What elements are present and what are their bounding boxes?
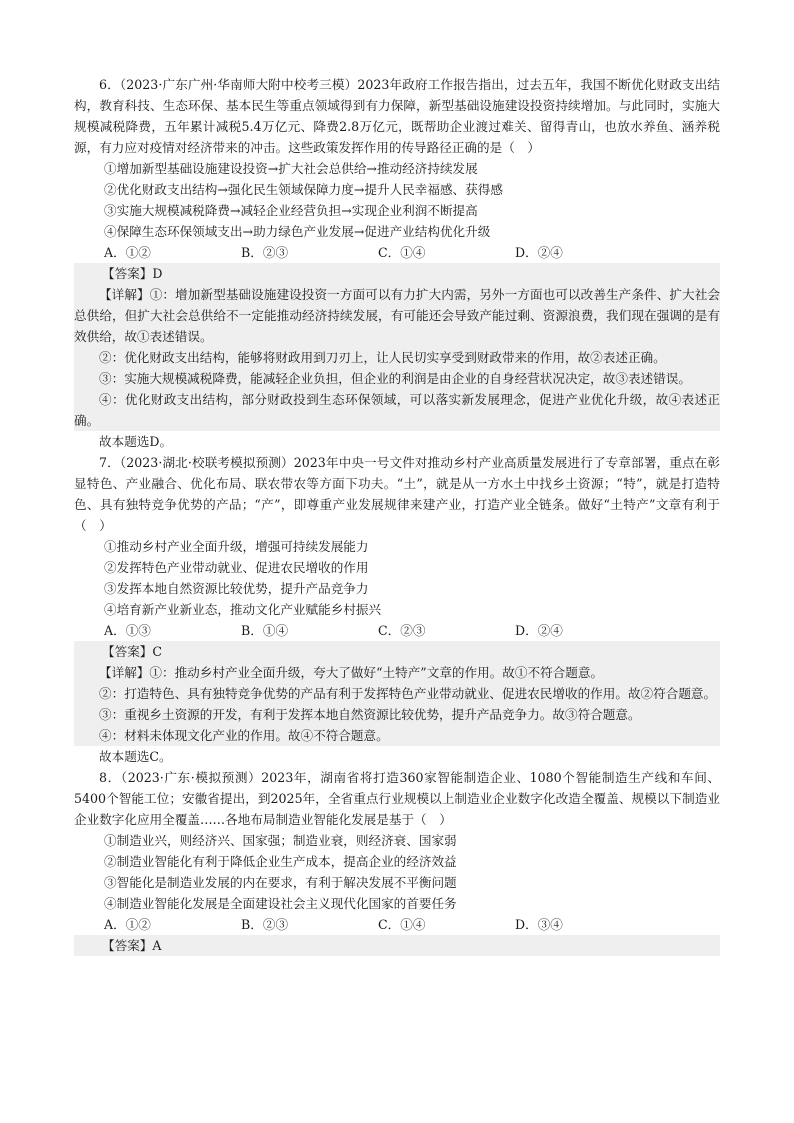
q6-item-4: ④保障生态环保领域支出→助力绿色产业发展→促进产业结构优化升级 [104,224,491,239]
q6-answer: 【答案】D [102,266,163,281]
q7-detail-1: 【详解】①：推动乡村产业全面升级，夸大了做好“土特产”文章的作用。故①不符合题意。 [99,665,604,680]
q6-conclusion: 故本题选D。 [99,434,173,449]
q6-item-1: ①增加新型基础设施建设投资→扩大社会总供给→推动经济持续发展 [104,161,478,176]
q8-choice-a: A．①② [104,917,151,932]
q8-answer: 【答案】A [102,938,162,953]
q8-choice-b: B．②③ [241,917,289,932]
q7-item-4: ④培育新产业新业态，推动文化产业赋能乡村振兴 [104,602,382,617]
q6-item-3: ③实施大规模减税降费→减轻企业经营负担→实现企业利润不断提高 [104,203,478,218]
q7-stem: 7．（2023·湖北·校联考模拟预测）2023年中央一号文件对推动乡村产业高质量发展进行了专章部署，重点在彰显特色、产业融合、优化布局、联农带农等方面下功夫。“土”，就是从一方水土中找乡土资源；“特”，就是打造特色、具有独特竞争优势的产品；“产”，即尊重产业发展规律来建产业，打造产业全链条。做好“土特产”文章有利于（ ） [74,455,720,533]
q8-choice-c: C．①④ [378,917,426,932]
q7-choice-d: D．②④ [515,623,563,638]
document-page [74,74,720,956]
q6-detail-1: 【详解】①：增加新型基础设施建设投资一方面可以有力扩大内需，另外一方面也可以改善生产条件、扩大社会总供给，但扩大社会总供给不一定能推动经济持续发展，有可能还会导致产能过剩、资源浪费，我们现在强调的是有效供给，故①表述错误。 [74,287,720,344]
q7-detail-4: ④：材料未体现文化产业的作用。故④不符合题意。 [99,728,389,743]
q8-choices [74,914,720,935]
q8-solution [74,935,720,956]
q6-detail-3: ③：实施大规模减税降费，能减轻企业负担，但企业的利润是由企业的自身经营状况决定，故③表述错误。 [99,371,691,386]
q7-detail-3: ③：重视乡土资源的开发，有利于发挥本地自然资源比较优势，提升产品竞争力。故③符合题意。 [99,707,641,722]
q6-choice-d: D．②④ [515,245,563,260]
q8-stem: 8．（2023·广东·模拟预测）2023年，湖南省将打造360家智能制造企业、1080个智能制造生产线和车间、5400个智能工位；安徽省提出，到2025年，全省重点行业规模以上制造业企业数字化改造全覆盖、规模以下制造业企业数字化应用全覆盖……各地布局制造业智能化发展是基于（ ） [74,770,720,827]
q7-choice-c: C．②③ [378,623,426,638]
q6-stem: 6．（2023·广东广州·华南师大附中校考三模）2023年政府工作报告指出，过去五年，我国不断优化财政支出结构，教育科技、生态环保、基本民生等重点领域得到有力保障，新型基础设施建设投资持续增加。与此同时，实施大规模减税降费，五年累计减税5.4万亿元、降费2.8万亿元，既帮助企业渡过难关、留得青山，也放水养鱼、涵养税源，有力应对疫情对经济带来的冲击。这些政策发挥作用的传导路径正确的是（ ） [74,77,720,155]
q7-answer: 【答案】C [102,644,163,659]
q6-solution [74,263,720,431]
q8-item-3: ③智能化是制造业发展的内在要求，有利于解决发展不平衡问题 [104,875,457,890]
q7-choice-a: A．①③ [104,623,151,638]
q8-item-4: ④制造业智能化发展是全面建设社会主义现代化国家的首要任务 [104,896,457,911]
q8-choice-d: D．③④ [515,917,563,932]
q7-item-2: ②发挥特色产业带动就业、促进农民增收的作用 [104,560,369,575]
q8-item-2: ②制造业智能化有利于降低企业生产成本，提高企业的经济效益 [104,854,457,869]
q6-choices [74,242,720,263]
q6-detail-4: ④：优化财政支出结构，部分财政投到生态环保领域，可以落实新发展理念，促进产业优化升级，故④表述正确。 [74,392,720,428]
q6-detail-2: ②：优化财政支出结构，能够将财政用到刀刃上，让人民切实享受到财政带来的作用，故②表述正确。 [99,350,666,365]
q7-choice-b: B．①④ [241,623,289,638]
q7-choices [74,620,720,641]
q6-choice-a: A．①② [104,245,151,260]
q8-item-1: ①制造业兴，则经济兴、国家强；制造业衰，则经济衰、国家弱 [104,833,457,848]
q7-detail-2: ②：打造特色、具有独特竞争优势的产品有利于发挥特色产业带动就业、促进农民增收的作用。故②符合题意。 [99,686,717,701]
q7-item-3: ③发挥本地自然资源比较优势，提升产品竞争力 [104,581,369,596]
q7-item-1: ①推动乡村产业全面升级，增强可持续发展能力 [104,539,369,554]
q6-choice-b: B．②③ [241,245,289,260]
q7-solution [74,641,720,746]
q7-conclusion: 故本题选C。 [99,749,172,764]
q6-item-2: ②优化财政支出结构→强化民生领域保障力度→提升人民幸福感、获得感 [104,182,503,197]
q6-choice-c: C．①④ [378,245,426,260]
